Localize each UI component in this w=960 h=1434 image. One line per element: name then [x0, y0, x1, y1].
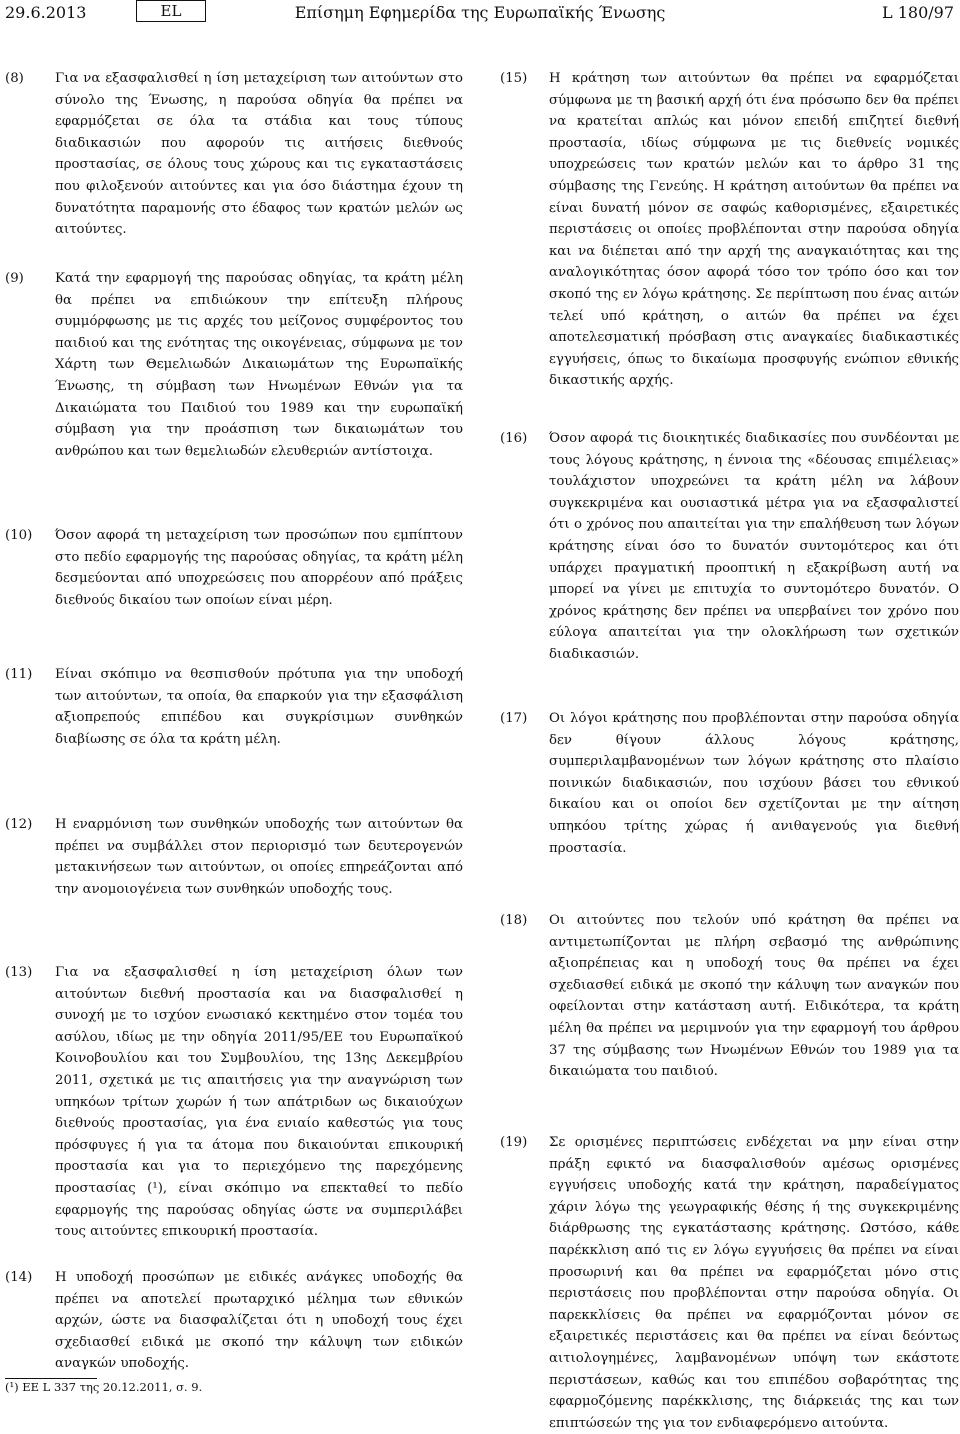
publication-date: 29.6.2013 — [5, 3, 87, 22]
recital-number: (8) — [5, 71, 24, 86]
footnote: (¹) ΕΕ L 337 της 20.12.2011, σ. 9. — [5, 1380, 203, 1394]
recital-text: Για να εξασφαλισθεί η ίση μεταχείριση όλων των αιτούντων διεθνή προστασία και να διασφαλισθεί η συνοχή με το ισχύον ενωσιακό κεκτημένο στον τομέα του ασύλου, ιδίως με την οδηγία 2011/95/ΕΕ του Ευρωπαϊκού Κοινοβουλίου και του Συμβουλίου, της 13ης Δεκεμβρίου 2011, σχετικά με τις απαιτήσεις για την αναγνώριση των υπηκόων τρίτων χωρών ή των απάτριδων ως δικαιούχων διεθνούς προστασίας, για ένα ενιαίο καθεστώς για τους πρόσφυγες ή για τα άτομα που δικαιούνται επικουρική προστασία και για το περιεχόμενο της παρεχόμενης προστασίας (¹), είναι σκόπιμο να επεκταθεί το πεδίο εφαρμογής της παρούσας οδηγίας ώστε να συμπεριλάβει τους αιτούντες επικουρική προστασία. — [55, 965, 463, 1240]
recital-number: (17) — [500, 711, 528, 726]
recital-number: (9) — [5, 271, 24, 286]
recital-text: Η εναρμόνιση των συνθηκών υποδοχής των αιτούντων θα πρέπει να συμβάλλει στον περιορισμό των δευτερογενών μετακινήσεων των αιτούντων, οι οποίες επηρεάζονται από την ανομοιογένεια των συνθηκών υποδοχής τους. — [55, 817, 463, 897]
recital-text: Είναι σκόπιμο να θεσπισθούν πρότυπα για την υποδοχή των αιτούντων, τα οποία, θα επαρκούν για την εξασφάλιση αξιοπρεπούς επιπέδου και συγκρίσιμων συνθηκών διαβίωσης σε όλα τα κράτη μέλη. — [55, 667, 463, 747]
footnote-divider — [5, 1378, 97, 1379]
page-header — [0, 0, 960, 34]
recital-number: (19) — [500, 1135, 528, 1150]
recital-number: (18) — [500, 913, 528, 928]
journal-title: Επίσημη Εφημερίδα της Ευρωπαϊκής Ένωσης — [294, 3, 666, 22]
recital-number: (14) — [5, 1270, 33, 1285]
recital-number: (10) — [5, 528, 33, 543]
recital-text: Η υποδοχή προσώπων με ειδικές ανάγκες υποδοχής θα πρέπει να αποτελεί πρωταρχικό μέλημα των εθνικών αρχών, ώστε να διασφαλίζεται ότι η υποδοχή τους έχει σχεδιασθεί ειδικά με σκοπό την κάλυψη των ειδικών αναγκών υποδοχής. — [55, 1270, 463, 1372]
language-code-box: EL — [136, 0, 206, 22]
recital-text: Σε ορισμένες περιπτώσεις ενδέχεται να μην είναι στην πράξη εφικτό να διασφαλισθούν αμέσως ορισμένες εγγυήσεις υποδοχής κατά την κράτηση, παραδείγματος χάριν λόγω της γεωγραφικής θέσης ή της συγκεκριμένης διάρθρωσης της εγκατάστασης κράτησης. Ωστόσο, κάθε παρέκκλιση από τις εν λόγω εγγυήσεις θα πρέπει να είναι προσωρινή και θα πρέπει να εφαρμόζεται μόνο στις περιστάσεις που προβλέπονται στην παρούσα οδηγία. Οι παρεκκλίσεις θα πρέπει να εφαρμόζονται μόνον σε εξαιρετικές περιστάσεις και θα πρέπει να είναι δεόντως αιτιολογημένες, λαμβανομένων υπόψη των εκάστοτε περιστάσεων, καθώς και του επιπέδου σοβαρότητας της εφαρμοζόμενης παρέκκλισης, της διάρκειάς της και των επιπτώσεών της για τον ενδιαφερόμενο αιτούντα. — [549, 1135, 959, 1431]
recital-number: (11) — [5, 667, 33, 682]
recital-text: Οι λόγοι κράτησης που προβλέπονται στην παρούσα οδηγία δεν θίγουν άλλους λόγους κράτησης, συμπεριλαμβανομένων των λόγων κράτησης στο πλαίσιο ποινικών διαδικασιών, που ισχύουν βάσει του εθνικού δικαίου και οι οποίοι δεν σχετίζονται με την αίτηση υπηκόου τρίτης χώρας ή ανιθαγενούς για διεθνή προστασία. — [549, 711, 959, 856]
recital-text: Η κράτηση των αιτούντων θα πρέπει να εφαρμόζεται σύμφωνα με τη βασική αρχή ότι ένα πρόσωπο δεν θα πρέπει να κρατείται απλώς και μόνον επειδή επιζητεί διεθνή προστασία, ιδίως σύμφωνα με τις διεθνείς νομικές υποχρεώσεις των κρατών μελών και το άρθρο 31 της σύμβασης της Γενεύης. Η κράτηση αιτούντων θα πρέπει να είναι δυνατή μόνον σε σαφώς καθορισμένες, εξαιρετικές περιστάσεις οι οποίες προβλέπονται στην παρούσα οδηγία και να διέπεται από την αρχή της αναγκαιότητας και της αναλογικότητας όσον αφορά τόσο τον τρόπο όσο και τον σκοπό της εν λόγω κράτησης. Σε περίπτωση που ένας αιτών τελεί υπό κράτηση, ο αιτών θα πρέπει να έχει αποτελεσματική πρόσβαση στις αναγκαίες διαδικαστικές εγγυήσεις, όπως το δικαίωμα προσφυγής ενώπιον εθνικής δικαστικής αρχής. — [549, 71, 959, 389]
recital-text: Όσον αφορά τις διοικητικές διαδικασίες που συνδέονται με τους λόγους κράτησης, η έννοια της «δέουσας επιμέλειας» τουλάχιστον υποχρεώνει τα κράτη μέλη να λάβουν συγκεκριμένα και ουσιαστικά μέτρα για να εξασφαλιστεί ότι ο χρόνος που απαιτείται για την επαλήθευση των λόγων κράτησης είναι όσο το δυνατόν συντομότερος και ότι υπάρχει πραγματική προοπτική η εξακρίβωση αυτή να μπορεί να γίνει με επιτυχία το συντομότερο δυνατόν. Ο χρόνος κράτησης δεν πρέπει να υπερβαίνει τον χρόνο που εύλογα απαιτείται για την ολοκλήρωση των σχετικών διαδικασιών. — [549, 431, 959, 662]
recital-text: Οι αιτούντες που τελούν υπό κράτηση θα πρέπει να αντιμετωπίζονται με πλήρη σεβασμό της ανθρώπινης αξιοπρέπειας και η υποδοχή τους θα πρέπει να έχει σχεδιασθεί ειδικά με σκοπό την κάλυψη των αναγκών που οφείλονται στην κατάσταση αυτή. Ειδικότερα, τα κράτη μέλη θα πρέπει να μεριμνούν για την εφαρμογή του άρθρου 37 της σύμβασης των Ηνωμένων Εθνών του 1989 για τα δικαιώματα του παιδιού. — [549, 913, 959, 1080]
recital-number: (12) — [5, 817, 33, 832]
recital-text: Όσον αφορά τη μεταχείριση των προσώπων που εμπίπτουν στο πεδίο εφαρμογής της παρούσας οδηγίας, τα κράτη μέλη δεσμεύονται από υποχρεώσεις που απορρέουν από πράξεις διεθνούς δικαίου των οποίων είναι μέρη. — [55, 528, 463, 608]
recital-number: (13) — [5, 965, 33, 980]
recital-text: Για να εξασφαλισθεί η ίση μεταχείριση των αιτούντων στο σύνολο της Ένωσης, η παρούσα οδηγία θα πρέπει να εφαρμόζεται σε όλα τα στάδια και τους τύπους διαδικασιών που αφορούν τις αιτήσεις διεθνούς προστασίας, σε όλους τους χώρους και τις εγκαταστάσεις που φιλοξενούν αιτούντες και για όσο διάστημα έχουν τη δυνατότητα παραμονής στο έδαφος των κρατών μελών ως αιτούντες. — [55, 71, 463, 238]
recital-number: (15) — [500, 71, 528, 86]
recital-text: Κατά την εφαρμογή της παρούσας οδηγίας, τα κράτη μέλη θα πρέπει να επιδιώκουν την επίτευξη πλήρους συμμόρφωσης με τις αρχές του μείζονος συμφέροντος του παιδιού και της ενότητας της οικογένειας, σύμφωνα με τον Χάρτη των Θεμελιωδών Δικαιωμάτων της Ευρωπαϊκής Ένωσης, τη σύμβαση των Ηνωμένων Εθνών για τα Δικαιώματα του Παιδιού του 1989 και την ευρωπαϊκή σύμβαση για την προάσπιση των δικαιωμάτων του ανθρώπου και των θεμελιωδών ελευθεριών αντίστοιχα. — [55, 271, 463, 459]
recital-number: (16) — [500, 431, 528, 446]
page-reference: L 180/97 — [882, 3, 954, 22]
